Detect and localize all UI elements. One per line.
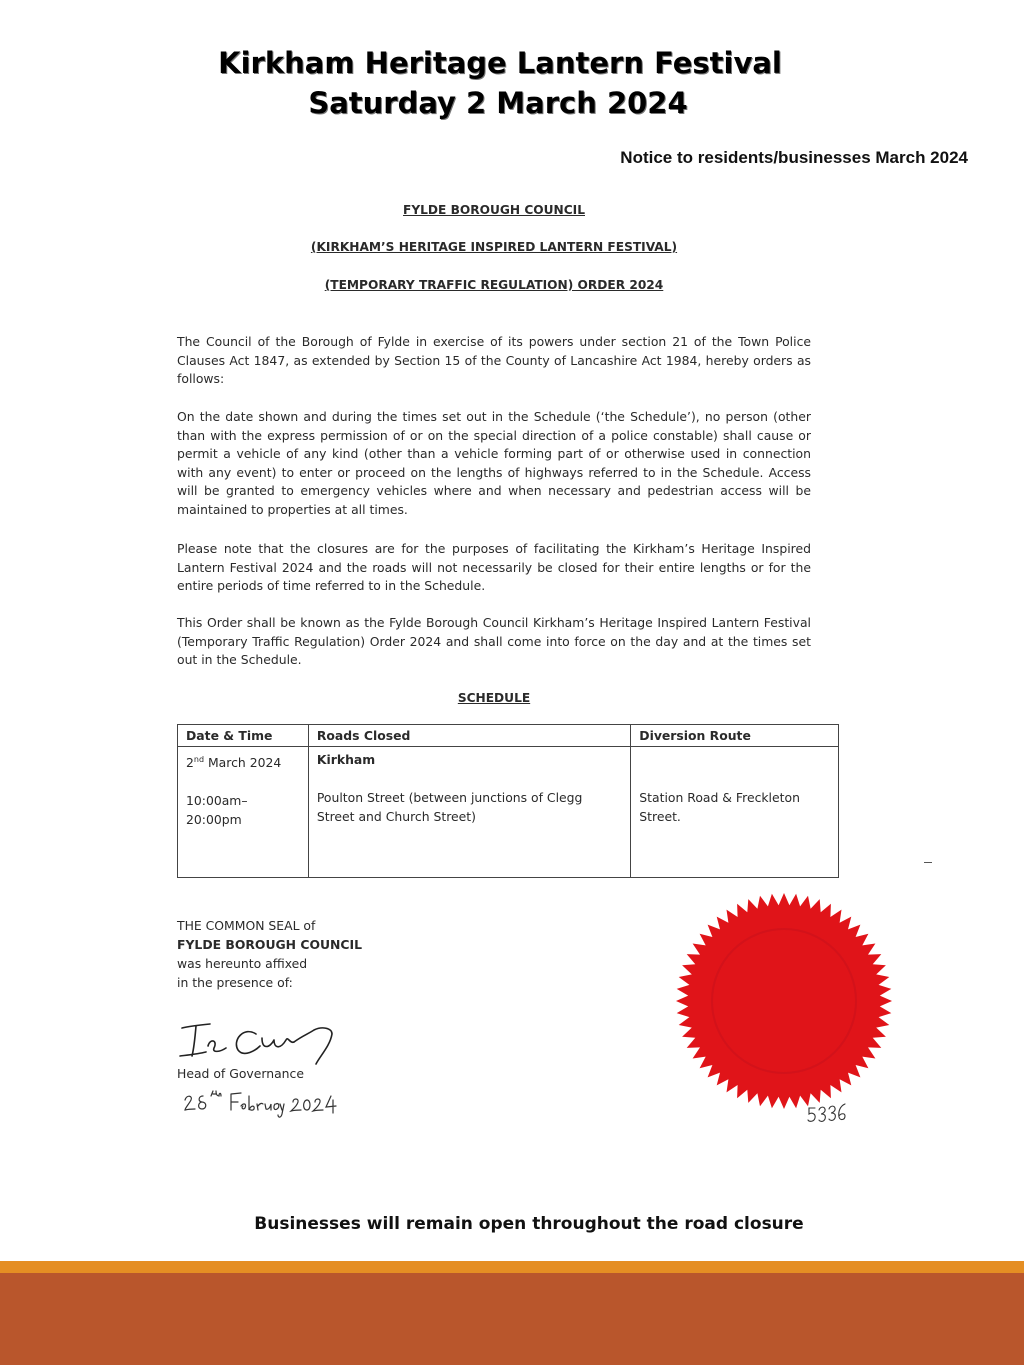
order-paragraph-restriction: On the date shown and during the times set out in the Schedule (‘the Schedule’), no person (other than with the express permission of or on the special direction of a police constable) shall cause or permit a vehicle of any kind (other than a vehicle forming part of or otherwise used in connection with any event) to enter or proceed on the lengths of highways referred to in the Schedule. Access will be granted to emergency vehicles where and when necessary and pedestrian access will be maintained to properties at all times.	[177, 409, 811, 517]
column-header: Date & Time	[178, 725, 309, 747]
handwritten-seal-number-image	[806, 1102, 848, 1126]
time-end: 20:00pm	[186, 812, 242, 828]
handwritten-date-image	[183, 1088, 338, 1120]
common-seal-statement: THE COMMON SEAL of FYLDE BOROUGH COUNCIL was hereunto affixed in the presence of:	[177, 918, 363, 990]
footer-message: Businesses will remain open throughout the road closure	[254, 1214, 804, 1234]
page-title: Kirkham Heritage Lantern Festival	[218, 46, 782, 80]
diversion-line: Street.	[639, 809, 681, 824]
order-paragraph-note: Please note that the closures are for the purposes of facilitating the Kirkham’s Heritage Inspired Lantern Festival 2024 and the roads will not necessarily be closed for their entire lengths or for the entire periods of time referred to in the Schedule.	[177, 541, 811, 594]
schedule-header-row	[178, 725, 839, 747]
order-heading-festival: (KIRKHAM’S HERITAGE INSPIRED LANTERN FESTIVAL)	[310, 240, 678, 254]
signatory-role: Head of Governance	[177, 1066, 304, 1081]
road-closed-line: Poulton Street (between junctions of Clegg	[316, 790, 583, 805]
order-heading-council: FYLDE BOROUGH COUNCIL	[403, 203, 585, 217]
page-subtitle-date: Saturday 2 March 2024	[308, 86, 688, 120]
signature-image	[178, 1016, 343, 1071]
road-closed-line: Street and Church Street)	[316, 809, 476, 824]
notice-label: Notice to residents/businesses March 2024	[620, 148, 968, 167]
red-seal-image	[673, 890, 895, 1112]
order-paragraph-title: This Order shall be known as the Fylde Borough Council Kirkham’s Heritage Inspired Lantern Festival (Temporary Traffic Regulation) Order 2024 and shall come into force on the day and at the times set out in the Schedule.	[177, 615, 811, 668]
stray-mark	[924, 862, 932, 863]
date-time-cell	[178, 747, 309, 878]
diversion-cell	[631, 747, 839, 878]
column-header: Diversion Route	[631, 725, 839, 747]
diversion-line: Station Road & Freckleton	[639, 790, 800, 805]
order-heading-order: (TEMPORARY TRAFFIC REGULATION) ORDER 2024	[324, 278, 664, 292]
date-line: 2nd March 2024	[186, 755, 282, 771]
table-row	[178, 747, 839, 878]
time-start: 10:00am–	[186, 793, 248, 809]
footer-bar	[0, 1273, 1024, 1365]
schedule-table	[177, 724, 839, 878]
schedule-heading: SCHEDULE	[457, 691, 531, 705]
order-paragraph-powers: The Council of the Borough of Fylde in exercise of its powers under section 21 of the Town Police Clauses Act 1847, as extended by Section 15 of the County of Lancashire Act 1984, hereby orders as follows:	[177, 334, 811, 387]
seal-serrated-edge	[676, 893, 892, 1109]
roads-closed-cell	[308, 747, 630, 878]
column-header: Roads Closed	[308, 725, 630, 747]
footer-bar-accent	[0, 1261, 1024, 1273]
area-name: Kirkham	[316, 752, 376, 767]
